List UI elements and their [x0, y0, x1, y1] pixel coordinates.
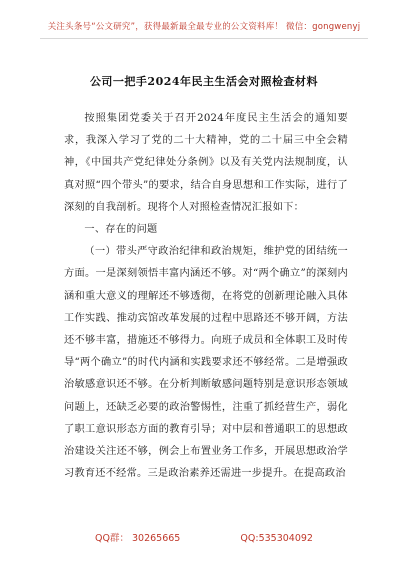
footer-qq-number: QQ:535304092	[240, 533, 313, 544]
section-heading: 一、存在的问题	[84, 224, 158, 236]
footer-contact	[0, 530, 408, 544]
intro-paragraph: 按照集团党委关于召开2024年度民主生活会的通知要求，我深入学习了党的二十大精神，党的二十届三中全会精神，《中国共产党纪律处分条例》以及有关党内法规制度，认真对照“四个带头”的要求，结合自身思想和工作实际，进行了深刻的自我剖析。现将个人对照检查情况汇报如下：	[64, 113, 348, 213]
document-title: 公司一把手2024年民主生活会对照检查材料	[89, 75, 319, 88]
point-one-paragraph: （一）带头严守政治纪律和政治规矩，维护党的团结统一方面。一是深刻领悟丰富内涵还不够。对“两个确立”的深刻内涵和重大意义的理解还不够透彻，在将党的创新理论融入具体工作实践、推动宾馆改革发展的过程中思路还不够开阔，方法还不够丰富，措施还不够得力。向班子成员和全体职工及时传导“两个确立”的时代内涵和实践要求还不够经常。二是增强政治敏感意识还不够。在分析判断敏感问题特别是意识形态领域问题上，还缺乏必要的政治警惕性，注重了抓经营生产，弱化了职工意识形态方面的教育引导；对中层和普通职工的思想政治建设关注还不够，例会上布置业务工作多，开展思想政治学习教育还不经常。三是政治素养还需进一步提升。在提高政治	[64, 246, 348, 480]
footer-qq-group: QQ群： 30265665	[95, 533, 181, 544]
header-divider	[40, 38, 368, 39]
document-body	[64, 108, 348, 485]
header-watermark: 关注头条号“公文研究”，获得最新最全最专业的公文资料库！ 微信：gongwenyj	[47, 22, 361, 32]
